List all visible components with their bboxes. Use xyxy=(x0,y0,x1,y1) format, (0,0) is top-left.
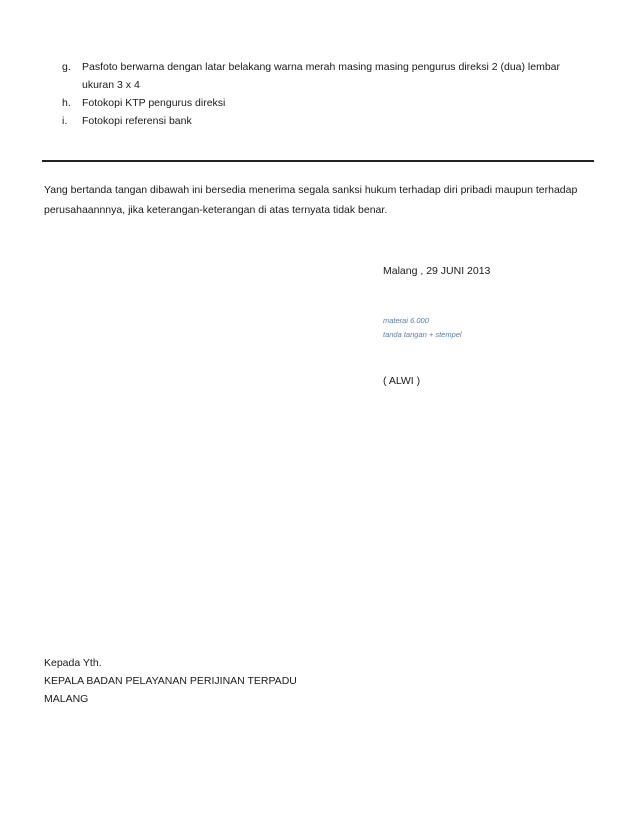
place-date: Malang , 29 JUNI 2013 xyxy=(383,265,491,277)
signer-name: ( ALWI ) xyxy=(383,375,421,387)
list-item xyxy=(62,112,582,130)
list-marker: i. xyxy=(62,115,68,127)
list-item-text: Pasfoto berwarna dengan latar belakang warna merah masing masing pengurus direksi 2 (dua) lembar ukuran 3 x 4 xyxy=(82,61,561,91)
requirements-list xyxy=(62,58,582,130)
address-line: Kepada Yth. xyxy=(44,657,102,669)
stamp-note xyxy=(383,314,603,342)
stamp-note-line: tanda tangan + stempel xyxy=(383,330,462,339)
list-marker: g. xyxy=(62,61,71,73)
address-line: KEPALA BADAN PELAYANAN PERIJINAN TERPADU xyxy=(44,675,297,687)
stamp-note-line: materai 6.000 xyxy=(383,316,429,325)
list-item-text: Fotokopi KTP pengurus direksi xyxy=(82,97,226,109)
list-item-text: Fotokopi referensi bank xyxy=(82,115,192,127)
section-divider xyxy=(42,160,594,162)
list-marker: h. xyxy=(62,97,71,109)
statement-paragraph: Yang bertanda tangan dibawah ini bersedia menerima segala sanksi hukum terhadap diri pribadi maupun terhadap perusahaannnya, jika keterangan-keterangan di atas ternyata tidak benar. xyxy=(44,184,578,216)
recipient-address xyxy=(44,654,444,708)
list-item xyxy=(62,94,582,112)
signature-block xyxy=(383,262,603,390)
address-line: MALANG xyxy=(44,693,89,705)
list-item xyxy=(62,58,582,94)
